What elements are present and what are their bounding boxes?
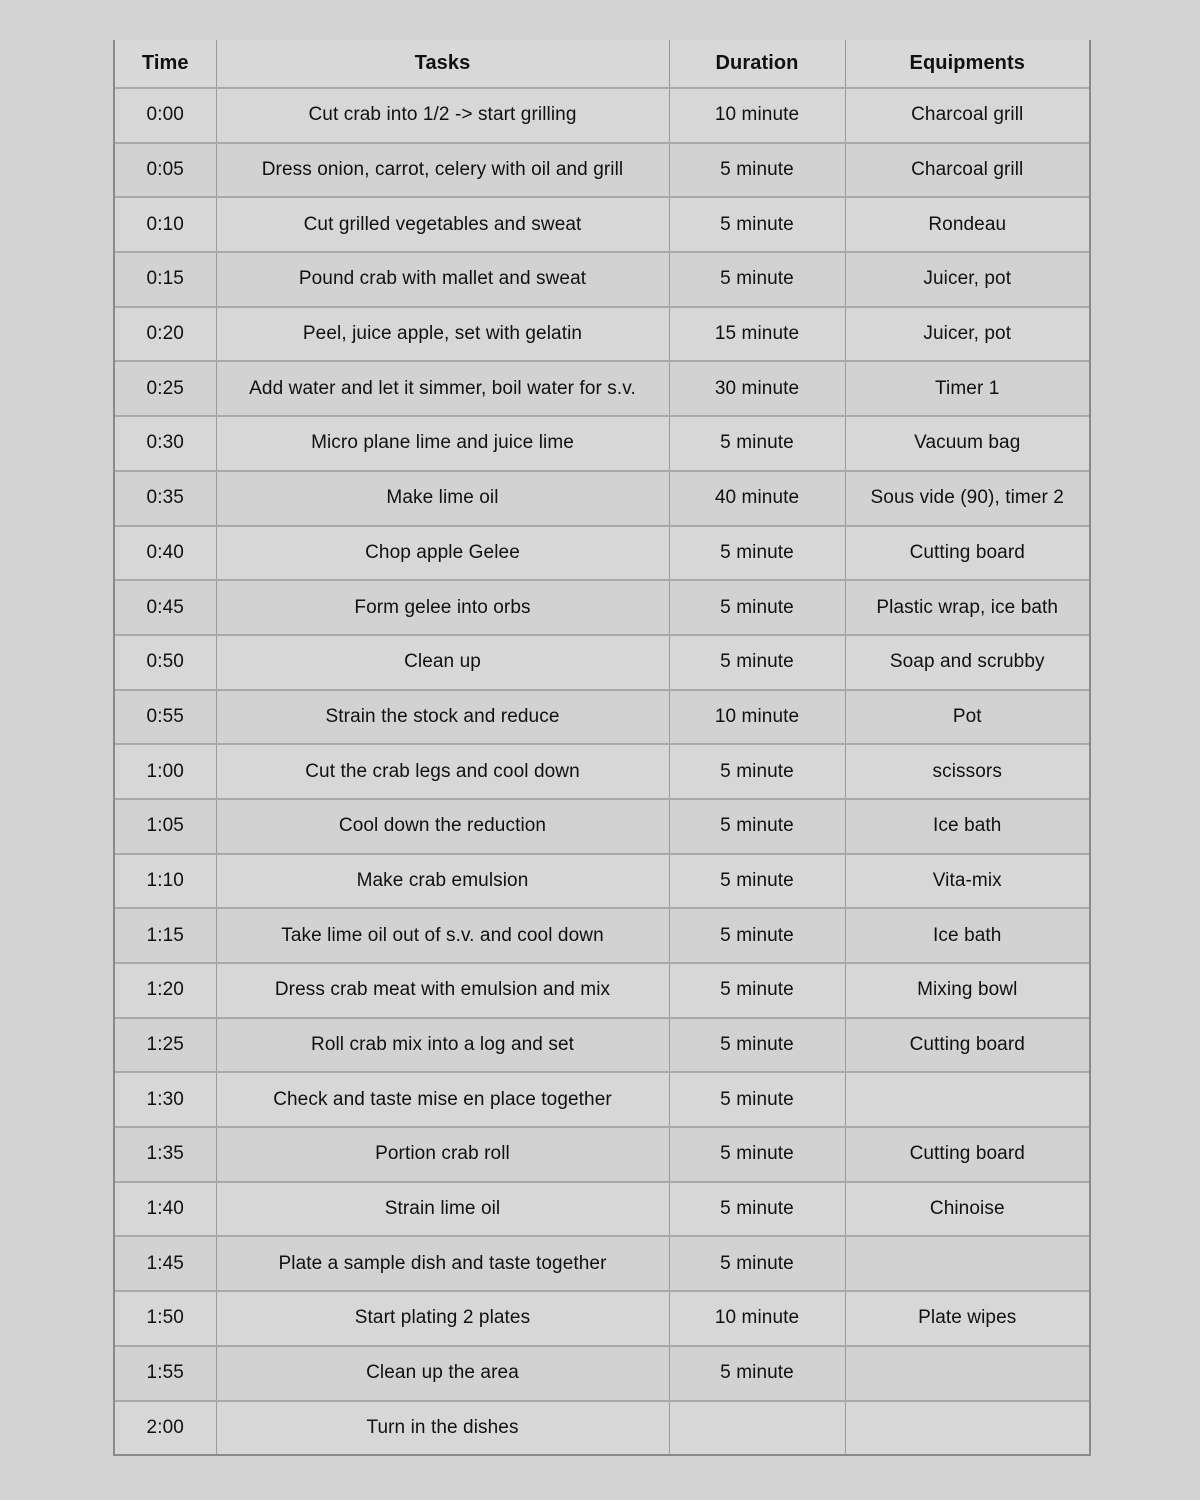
task-cell: Add water and let it simmer, boil water for s.v. [216, 361, 669, 416]
time-cell: 0:50 [115, 635, 216, 690]
duration-cell [669, 1401, 845, 1455]
table-row [115, 580, 1089, 635]
time-cell: 0:30 [115, 416, 216, 471]
table-row [115, 1018, 1089, 1073]
equipment-cell: Timer 1 [845, 361, 1089, 416]
task-cell: Cut grilled vegetables and sweat [216, 197, 669, 252]
duration-cell: 5 minute [669, 1236, 845, 1291]
table-row [115, 1072, 1089, 1127]
equipment-cell: Charcoal grill [845, 88, 1089, 143]
duration-cell: 30 minute [669, 361, 845, 416]
header-equipments: Equipments [845, 40, 1089, 88]
table-row [115, 526, 1089, 581]
task-cell: Strain the stock and reduce [216, 690, 669, 745]
time-cell: 0:10 [115, 197, 216, 252]
equipment-cell [845, 1346, 1089, 1401]
time-cell: 1:20 [115, 963, 216, 1018]
header-duration: Duration [669, 40, 845, 88]
duration-cell: 5 minute [669, 963, 845, 1018]
duration-cell: 5 minute [669, 635, 845, 690]
task-cell: Take lime oil out of s.v. and cool down [216, 908, 669, 963]
task-cell: Roll crab mix into a log and set [216, 1018, 669, 1073]
equipment-cell: Chinoise [845, 1182, 1089, 1237]
task-cell: Form gelee into orbs [216, 580, 669, 635]
equipment-cell [845, 1401, 1089, 1455]
duration-cell: 5 minute [669, 799, 845, 854]
equipment-cell: Mixing bowl [845, 963, 1089, 1018]
equipment-cell: Cutting board [845, 526, 1089, 581]
header-row [115, 40, 1089, 88]
duration-cell: 5 minute [669, 854, 845, 909]
duration-cell: 10 minute [669, 88, 845, 143]
task-cell: Turn in the dishes [216, 1401, 669, 1455]
time-cell: 1:10 [115, 854, 216, 909]
task-cell: Chop apple Gelee [216, 526, 669, 581]
time-cell: 0:45 [115, 580, 216, 635]
time-cell: 0:00 [115, 88, 216, 143]
equipment-cell: Plastic wrap, ice bath [845, 580, 1089, 635]
time-cell: 1:00 [115, 744, 216, 799]
equipment-cell: Pot [845, 690, 1089, 745]
schedule-table-container [113, 40, 1091, 1456]
task-cell: Clean up the area [216, 1346, 669, 1401]
equipment-cell: scissors [845, 744, 1089, 799]
equipment-cell [845, 1236, 1089, 1291]
table-row [115, 1291, 1089, 1346]
table-row [115, 361, 1089, 416]
time-cell: 1:05 [115, 799, 216, 854]
duration-cell: 5 minute [669, 252, 845, 307]
duration-cell: 5 minute [669, 580, 845, 635]
time-cell: 1:25 [115, 1018, 216, 1073]
time-cell: 1:35 [115, 1127, 216, 1182]
duration-cell: 5 minute [669, 1182, 845, 1237]
schedule-table [115, 40, 1089, 1454]
table-row [115, 252, 1089, 307]
equipment-cell: Plate wipes [845, 1291, 1089, 1346]
equipment-cell: Cutting board [845, 1018, 1089, 1073]
time-cell: 1:30 [115, 1072, 216, 1127]
equipment-cell: Ice bath [845, 908, 1089, 963]
table-row [115, 1236, 1089, 1291]
header-time: Time [115, 40, 216, 88]
time-cell: 0:25 [115, 361, 216, 416]
table-row [115, 88, 1089, 143]
duration-cell: 5 minute [669, 1346, 845, 1401]
time-cell: 1:55 [115, 1346, 216, 1401]
table-row [115, 690, 1089, 745]
duration-cell: 40 minute [669, 471, 845, 526]
table-row [115, 416, 1089, 471]
duration-cell: 5 minute [669, 908, 845, 963]
task-cell: Clean up [216, 635, 669, 690]
equipment-cell: Juicer, pot [845, 307, 1089, 362]
task-cell: Cut the crab legs and cool down [216, 744, 669, 799]
task-cell: Cut crab into 1/2 -> start grilling [216, 88, 669, 143]
duration-cell: 5 minute [669, 143, 845, 198]
duration-cell: 10 minute [669, 1291, 845, 1346]
equipment-cell: Rondeau [845, 197, 1089, 252]
equipment-cell: Sous vide (90), timer 2 [845, 471, 1089, 526]
equipment-cell: Soap and scrubby [845, 635, 1089, 690]
table-body [115, 88, 1089, 1454]
table-row [115, 1401, 1089, 1455]
task-cell: Dress onion, carrot, celery with oil and grill [216, 143, 669, 198]
time-cell: 1:40 [115, 1182, 216, 1237]
table-row [115, 908, 1089, 963]
task-cell: Peel, juice apple, set with gelatin [216, 307, 669, 362]
time-cell: 1:15 [115, 908, 216, 963]
table-row [115, 799, 1089, 854]
time-cell: 2:00 [115, 1401, 216, 1455]
duration-cell: 10 minute [669, 690, 845, 745]
duration-cell: 5 minute [669, 416, 845, 471]
duration-cell: 5 minute [669, 1072, 845, 1127]
table-row [115, 307, 1089, 362]
table-row [115, 744, 1089, 799]
table-row [115, 471, 1089, 526]
task-cell: Plate a sample dish and taste together [216, 1236, 669, 1291]
time-cell: 0:40 [115, 526, 216, 581]
equipment-cell: Vacuum bag [845, 416, 1089, 471]
table-row [115, 143, 1089, 198]
time-cell: 1:45 [115, 1236, 216, 1291]
time-cell: 0:35 [115, 471, 216, 526]
duration-cell: 15 minute [669, 307, 845, 362]
task-cell: Start plating 2 plates [216, 1291, 669, 1346]
equipment-cell: Cutting board [845, 1127, 1089, 1182]
task-cell: Check and taste mise en place together [216, 1072, 669, 1127]
table-row [115, 963, 1089, 1018]
task-cell: Micro plane lime and juice lime [216, 416, 669, 471]
task-cell: Portion crab roll [216, 1127, 669, 1182]
equipment-cell: Ice bath [845, 799, 1089, 854]
task-cell: Make lime oil [216, 471, 669, 526]
task-cell: Make crab emulsion [216, 854, 669, 909]
task-cell: Pound crab with mallet and sweat [216, 252, 669, 307]
time-cell: 0:05 [115, 143, 216, 198]
time-cell: 0:15 [115, 252, 216, 307]
duration-cell: 5 minute [669, 744, 845, 799]
equipment-cell: Vita-mix [845, 854, 1089, 909]
equipment-cell: Charcoal grill [845, 143, 1089, 198]
header-tasks: Tasks [216, 40, 669, 88]
duration-cell: 5 minute [669, 197, 845, 252]
task-cell: Cool down the reduction [216, 799, 669, 854]
time-cell: 0:20 [115, 307, 216, 362]
time-cell: 1:50 [115, 1291, 216, 1346]
equipment-cell: Juicer, pot [845, 252, 1089, 307]
table-row [115, 1182, 1089, 1237]
duration-cell: 5 minute [669, 526, 845, 581]
table-row [115, 854, 1089, 909]
equipment-cell [845, 1072, 1089, 1127]
duration-cell: 5 minute [669, 1018, 845, 1073]
time-cell: 0:55 [115, 690, 216, 745]
table-row [115, 1346, 1089, 1401]
task-cell: Strain lime oil [216, 1182, 669, 1237]
table-row [115, 197, 1089, 252]
task-cell: Dress crab meat with emulsion and mix [216, 963, 669, 1018]
duration-cell: 5 minute [669, 1127, 845, 1182]
table-row [115, 1127, 1089, 1182]
table-row [115, 635, 1089, 690]
